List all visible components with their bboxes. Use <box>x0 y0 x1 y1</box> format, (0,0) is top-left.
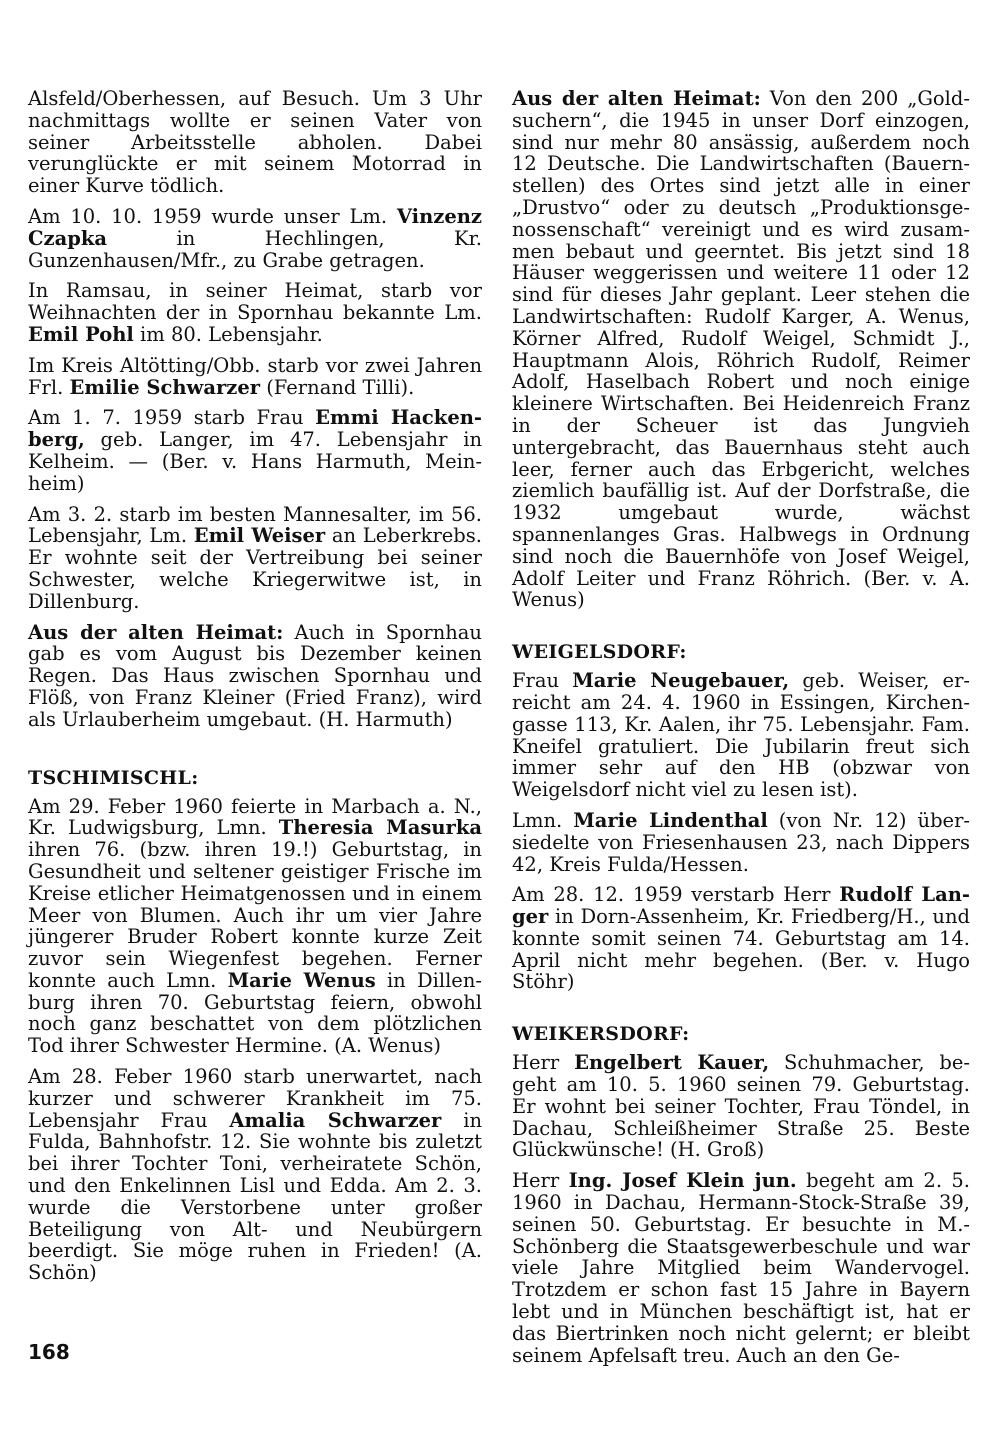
paragraph-langer: Am 28. 12. 1959 verstarb Herr Rudolf Langer in Dorn-Assenheim, Kr. Friedberg/H., und konnte somit seinen 74. Geburtstag am 14. April nicht mehr begehen. (Ber. v. Hugo Stöhr) <box>512 883 970 994</box>
paragraph-alsfeld: Alsfeld/Oberhessen, auf Besuch. Um 3 Uhr nachmittags wollte er seinen Vater von seiner Arbeitsstelle abholen. Dabei verunglückte er mit seinem Motorrad in einer Kurve tödlich. <box>28 87 482 198</box>
paragraph-czapka: Am 10. 10. 1959 wurde unser Lm. Vinzenz Czapka in Hechlingen, Kr. Gunzenhausen/Mfr., zu Grabe getragen. <box>28 204 482 272</box>
section-lead: Aus der alten Heimat: <box>512 87 761 110</box>
person-name: Emilie Schwarzer <box>69 375 260 399</box>
person-name: Ing. Josef Klein jun. <box>568 1169 797 1193</box>
heading-weikersdorf: WEIKERSDORF: <box>512 1023 690 1046</box>
person-name: Marie Lindenthal <box>573 808 768 832</box>
paragraph-alte-heimat-goldsucher: Aus der alten Heimat: Von den 200 „Goldsuchern“, die 1945 in unser Dorf einzogen, sind nur mehr 80 ansässig, außerdem noch 12 Deutsche. Die Landwirtschaften (Bauernstellen) des Ortes sind jetzt alle in einer „Drustvo“ oder zu deutsch „Produktionsgenossenschaft“ vereinigt und es wird zusammen bebaut und geerntet. Bis jetzt sind 18 Häuser weggerissen und weitere 11 oder 12 sind für dieses Jahr geplant. Leer stehen die Landwirtschaften: Rudolf Karger, A. Wenus, Körner Alfred, Rudolf Weigel, Schmidt J., Hauptmann Alois, Röhrich Rudolf, Reimer Adolf, Haselbach Robert und noch einige kleinere Wirtschaften. Bei Heidenreich Franz in der Scheuer ist das Jungvieh untergebracht, das Bauernhaus steht auch leer, ferner auch das Erbgericht, welches ziemlich baufällig ist. Auf der Dorfstraße, die 1932 umgebaut wurde, wächst spannenlanges Gras. Halbwegs in Ordnung sind noch die Bauernhöfe von Josef Weigel, Adolf Leiter und Franz Röhrich. (Ber. v. A. Wenus) <box>512 87 970 612</box>
paragraph-alte-heimat-spornhau: Aus der alten Heimat: Auch in Spornhau gab es vom August bis Dezember keinen Regen. Das Haus zwischen Spornhau und Flöß, von Franz Kleiner (Fried Franz), wird als Urlauberheim umgebaut. (H. Harmuth) <box>28 620 482 731</box>
person-name: Vinzenz Czapka <box>28 204 482 250</box>
person-name: Emil Weiser <box>193 524 326 548</box>
section-lead: Aus der alten Heimat: <box>28 620 284 644</box>
person-name: Theresia Masurka <box>278 816 482 840</box>
person-name: Marie Neugebauer, <box>572 669 790 693</box>
heading-weigelsdorf: WEIGELSDORF: <box>512 641 687 664</box>
person-name: Rudolf Langer <box>512 883 970 929</box>
paragraph-pohl: In Ramsau, in seiner Heimat, starb vor Weihnachten der in Spornhau bekannte Lm. Emil Pohl im 80. Lebensjahr. <box>28 279 482 346</box>
person-name: Amalia Schwarzer <box>229 1108 442 1132</box>
paragraph-kauer: Herr Engelbert Kauer, Schuhmacher, begeht am 10. 5. 1960 seinen 79. Geburtstag. Er wohnt bei seiner Tochter, Frau Töndel, in Dachau, Schleißheimer Straße 25. Beste Glückwünsche! (H. Groß) <box>512 1051 971 1162</box>
paragraph-lindenthal: Lmn. Marie Lindenthal (von Nr. 12) übersiedelte von Friesenhausen 23, nach Dippers 42, Kreis Fulda/Hessen. <box>512 808 971 876</box>
person-name: Emmi Hackenberg, <box>28 406 482 452</box>
paragraph-weiser: Am 3. 2. starb im besten Mannesalter, im 56. Lebensjahr, Lm. Emil Weiser an Leberkrebs. Er wohnte seit der Vertreibung bei seiner Schwester, welche Kriegerwitwe ist, in Dillenburg. <box>28 502 482 613</box>
right-column <box>512 88 970 1375</box>
paragraph-schwarzer-amalia: Am 28. Feber 1960 starb unerwartet, nach kurzer und schwerer Krankheit im 75. Lebensjahr Frau Amalia Schwarzer in Fulda, Bahnhofstr. 12. Sie wohnte bis zuletzt bei ihrer Tochter Toni, verheiratete Schön, und den Enkelinnen Lisl und Edda. Am 2. 3. wurde die Verstorbene unter großer Beteiligung von Alt- und Neubürgern beerdigt. Sie möge ruhen in Frieden! (A. Schön) <box>28 1065 482 1285</box>
paragraph-neugebauer: Frau Marie Neugebauer, geb. Weiser, erreicht am 24. 4. 1960 in Essingen, Kirchengasse 113, Kr. Aalen, ihr 75. Lebensjahr. Fam. Kneifel gratuliert. Die Jubilarin freut sich immer sehr auf den HB (obzwar von Weigelsdorf nicht viel zu lesen ist). <box>512 669 970 802</box>
paragraph-klein: Herr Ing. Josef Klein jun. begeht am 2. 5. 1960 in Dachau, Hermann-Stock-Straße 39, seinen 50. Geburtstag. Er besuchte in M.-Schönberg die Staatsgewerbeschule und war viele Jahre Mitglied beim Wandervogel. Trotzdem er schon fast 15 Jahre in Bayern lebt und in München beschäftigt ist, hat er das Biertrinken noch nicht gelernt; er bleibt seinem Apfelsaft treu. Auch an den Ge- <box>512 1169 970 1367</box>
left-column <box>28 88 482 1293</box>
paragraph-schwarzer-emilie: Im Kreis Altötting/Obb. starb vor zwei Jahren Frl. Emilie Schwarzer (Fernand Tilli). <box>28 353 482 399</box>
person-name: Marie Wenus <box>227 968 376 992</box>
paragraph-hackenberg: Am 1. 7. 1959 starb Frau Emmi Hackenberg, geb. Langer, im 47. Lebensjahr in Kelheim. — (Ber. v. Hans Harmuth, Meinheim) <box>28 406 482 495</box>
person-name: Emil Pohl <box>28 322 134 346</box>
person-name: Engelbert Kauer, <box>574 1051 770 1075</box>
paragraph-masurka: Am 29. Feber 1960 feierte in Marbach a. N., Kr. Ludwigsburg, Lmn. Theresia Masurka ihren 76. (bzw. ihren 19.!) Geburtstag, in Gesundheit und seltener geistiger Frische im Kreise etlicher Heimatgenossen und in einem Meer von Blumen. Auch ihr um vier Jahre jüngerer Bruder Robert konnte kurze Zeit zuvor sein Wiegenfest begehen. Ferner konnte auch Lmn. Marie Wenus in Dillenburg ihren 70. Geburtstag feiern, obwohl noch ganz beschattet von dem plötzlichen Tod ihrer Schwester Hermine. (A. Wenus) <box>28 794 482 1058</box>
page-number: 168 <box>28 1340 70 1364</box>
heading-tschimischl: TSCHIMISCHL: <box>28 766 199 789</box>
